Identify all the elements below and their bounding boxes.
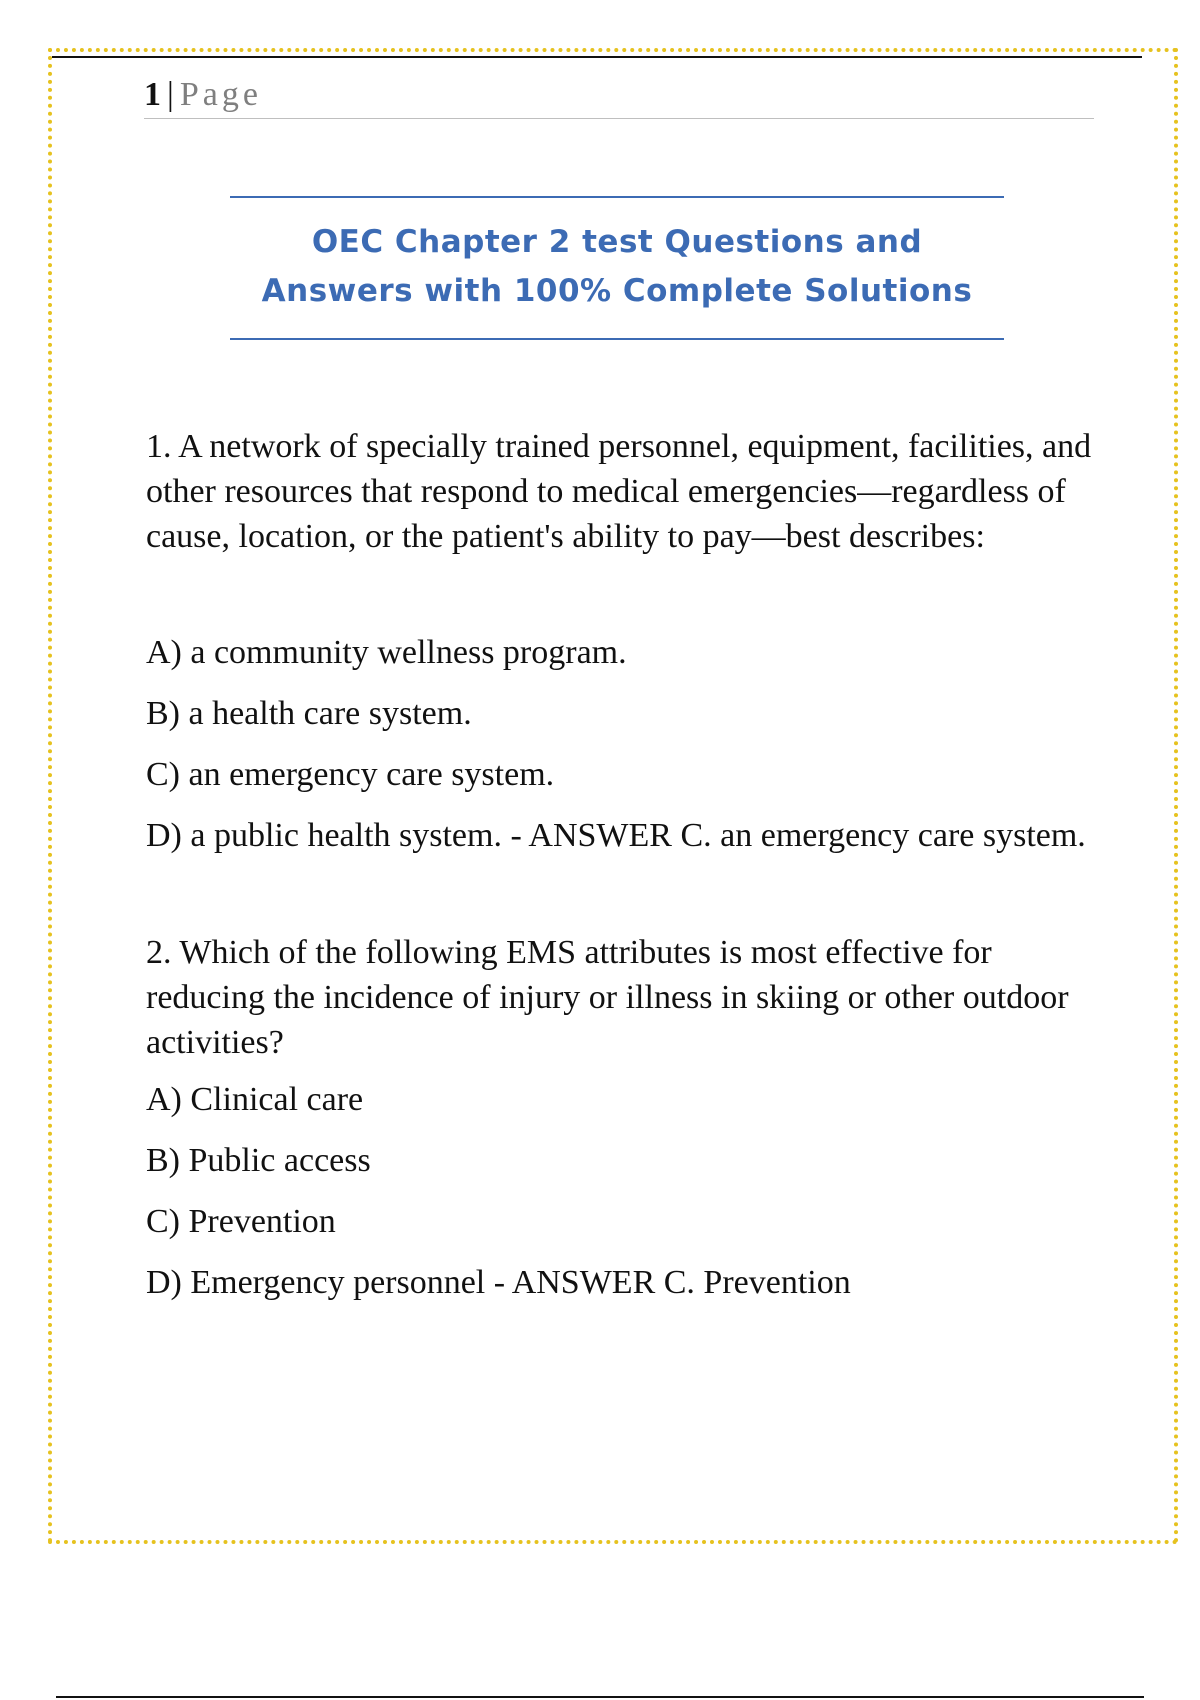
question-1-option-d-answer: D) a public health system. - ANSWER C. an emergency care system. (146, 817, 1086, 854)
question-2-text: 2. Which of the following EMS attributes is most effective for reducing the incidence of injury or illness in skiing or other outdoor activities? (146, 934, 1069, 1061)
question-2-option-b: B) Public access (146, 1142, 371, 1179)
question-1-text: 1. A network of specially trained personnel, equipment, facilities, and other resources that respond to medical emergencies—regardless of cause, location, or the patient's ability to pay—best describes: (146, 428, 1092, 555)
page-label: Page (179, 76, 262, 113)
question-2-option-c: C) Prevention (146, 1203, 336, 1240)
question-1-option-a: A) a community wellness program. (146, 634, 627, 671)
question-1-option-b: B) a health care system. (146, 695, 472, 732)
question-1-option-c: C) an emergency care system. (146, 756, 555, 793)
title-line-1: OEC Chapter 2 test Questions and (311, 224, 923, 260)
question-2 (146, 930, 1096, 1305)
top-rule (52, 56, 1142, 58)
question-2-option-d-answer: D) Emergency personnel - ANSWER C. Prevention (146, 1264, 851, 1301)
title-line-2: Answers with 100% Complete Solutions (261, 273, 973, 309)
header-separator: | (167, 76, 174, 113)
title-block (230, 196, 1004, 340)
document-title (230, 218, 1004, 316)
question-1 (146, 424, 1096, 858)
page-header (144, 72, 1094, 119)
question-2-options (146, 1077, 1096, 1305)
document-body (146, 424, 1096, 1321)
bottom-rule (56, 1696, 1144, 1698)
page-number: 1 (144, 76, 161, 113)
question-1-options (146, 630, 1096, 858)
question-2-option-a: A) Clinical care (146, 1081, 364, 1118)
